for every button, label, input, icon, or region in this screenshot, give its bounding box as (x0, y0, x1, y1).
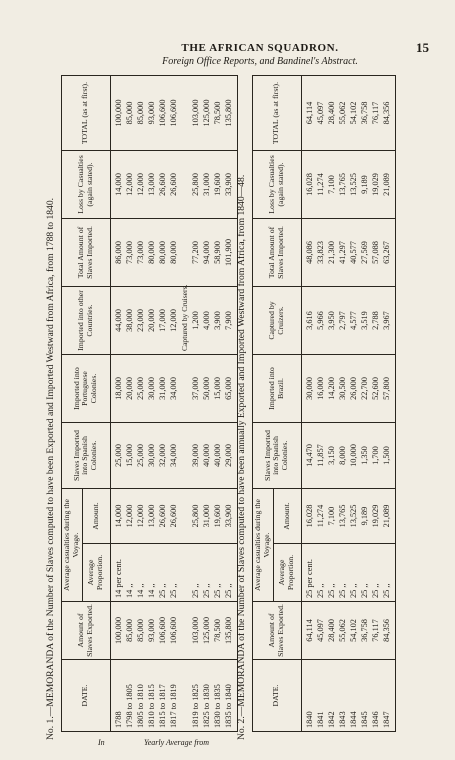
cell: 40,000 (213, 423, 224, 489)
table-row (213, 76, 224, 732)
cell: 25 per cent. (301, 544, 316, 602)
table-row (147, 76, 158, 732)
cell: 25 ,, (224, 544, 238, 602)
cell: 25,800 (191, 151, 202, 219)
cell: 135,800 (224, 602, 238, 660)
cell: 3,616 (301, 287, 316, 355)
col-header-date: DATE. (62, 660, 111, 732)
cell: 1841 (316, 660, 327, 732)
table-row (110, 76, 125, 732)
cell: 73,000 (125, 219, 136, 287)
cell: 33,900 (224, 151, 238, 219)
rotated-table-sheet (45, 72, 416, 747)
col-header-proportion: Average Proportion. (273, 544, 301, 602)
cell: 103,000 (191, 602, 202, 660)
cell: 25,000 (136, 423, 147, 489)
cell: 48,086 (301, 219, 316, 287)
cell: 25 ,, (349, 544, 360, 602)
table-2-title: No. 2.—MEMORANDA of the Number of Slaves computed to have been annually Exported and Imported Westward from Africa, from 1840—48. (236, 174, 247, 740)
cell: 21,089 (382, 489, 396, 544)
col-header-exported: Amount of Slaves Exported. (253, 602, 302, 660)
cell: 93,000 (147, 76, 158, 151)
cell: 1835 to 1840 (224, 660, 238, 732)
cell: 8,000 (338, 423, 349, 489)
cell: 1845 (360, 660, 371, 732)
cell: 1810 to 1815 (147, 660, 158, 732)
table-1-side-label: Yearly Average from (144, 738, 210, 747)
cell: 16,028 (301, 489, 316, 544)
table-row (327, 76, 338, 732)
cell: 57,088 (371, 219, 382, 287)
col-header-exported: Amount of Slaves Exported. (62, 602, 111, 660)
col-header-total-imported: Total Amount of Slaves Imported. (62, 219, 111, 287)
cell: 26,600 (169, 489, 180, 544)
table-row (202, 76, 213, 732)
cell: 32,000 (158, 423, 169, 489)
table-row (191, 76, 202, 732)
cell: 101,900 (224, 219, 238, 287)
cell: 12,000 (136, 151, 147, 219)
cell: 41,297 (338, 219, 349, 287)
table-1-side-label-in: In (98, 738, 105, 747)
cell: 15,000 (213, 355, 224, 423)
cell: 100,000 (110, 602, 125, 660)
cell: 54,102 (349, 602, 360, 660)
cell: 1788 (110, 660, 125, 732)
cell: 29,000 (224, 423, 238, 489)
cell: 14 ,, (136, 544, 147, 602)
table-row (360, 76, 371, 732)
cell: 25 ,, (316, 544, 327, 602)
cell: 55,062 (338, 602, 349, 660)
cell: 85,000 (136, 602, 147, 660)
cell: 106,600 (169, 602, 180, 660)
cell: 7,100 (327, 489, 338, 544)
cell: 14 ,, (125, 544, 136, 602)
cell: 34,000 (169, 423, 180, 489)
cell: 1805 to 1810 (136, 660, 147, 732)
cell: 36,758 (360, 602, 371, 660)
cell: 80,000 (158, 219, 169, 287)
cell: 3,967 (382, 287, 396, 355)
cell: 10,000 (349, 423, 360, 489)
cell: 13,525 (349, 489, 360, 544)
cell: 14,000 (110, 151, 125, 219)
table-row (158, 76, 169, 732)
cell: 17,000 (158, 287, 169, 355)
cell: 65,000 (224, 355, 238, 423)
cell: 1,200 (191, 287, 202, 355)
cell: 25 ,, (382, 544, 396, 602)
cell: 106,600 (169, 76, 180, 151)
cell: 4,000 (202, 287, 213, 355)
cell: 12,000 (125, 151, 136, 219)
cell: 13,765 (338, 489, 349, 544)
col-header-amount: Amount. (273, 489, 301, 544)
cell: 25 ,, (202, 544, 213, 602)
cell: 28,400 (327, 76, 338, 151)
col-header-captured: Captured by Cruizers. (253, 287, 302, 355)
page-number: 15 (416, 40, 429, 55)
cell: 1,350 (360, 423, 371, 489)
cell: 21,300 (327, 219, 338, 287)
cell: 85,000 (125, 602, 136, 660)
cell: 12,000 (125, 489, 136, 544)
table-row (316, 76, 327, 732)
cell: 85,000 (136, 76, 147, 151)
cell: 76,117 (371, 602, 382, 660)
cell: 20,000 (125, 355, 136, 423)
cell: 85,000 (125, 76, 136, 151)
cell: 14,000 (110, 489, 125, 544)
cell: 25 ,, (360, 544, 371, 602)
table-1-title: No. 1.—MEMORANDA of the Number of Slaves computed to have been Exported and Imported Westward from Africa, from 1788 to 1840. (45, 197, 56, 740)
memoranda-table-2 (252, 75, 396, 732)
cell: 58,900 (213, 219, 224, 287)
cell: 26,000 (349, 355, 360, 423)
memoranda-table-1 (61, 75, 238, 732)
cell: 16,028 (301, 151, 316, 219)
cell: 64,114 (301, 602, 316, 660)
cell: 1798 to 1805 (125, 660, 136, 732)
col-header-loss: Loss by Casualties (again stated). (62, 151, 111, 219)
table-row (136, 76, 147, 732)
cell: 14,470 (301, 423, 316, 489)
cell: 25 ,, (327, 544, 338, 602)
cell: 63,267 (382, 219, 396, 287)
cell: 25 ,, (158, 544, 169, 602)
running-title: THE AFRICAN SQUADRON. (181, 42, 339, 54)
cell: 28,400 (327, 602, 338, 660)
col-header-amount: Amount. (82, 489, 110, 544)
cell: 86,000 (110, 219, 125, 287)
cell: 135,800 (224, 76, 238, 151)
col-header-total-imported: Total Amount of Slaves Imported. (253, 219, 302, 287)
cell: 25 ,, (191, 544, 202, 602)
cell: 125,000 (202, 602, 213, 660)
cell: 30,000 (147, 355, 158, 423)
cell: 12,000 (169, 287, 180, 355)
cell: 19,029 (371, 489, 382, 544)
cell: 22,700 (360, 355, 371, 423)
cell: 1830 to 1835 (213, 660, 224, 732)
cell: 13,000 (147, 489, 158, 544)
cell: 106,600 (158, 602, 169, 660)
col-header-casualties: Average casualties during the Voyage. (62, 489, 83, 602)
cell: 1842 (327, 660, 338, 732)
cell: 52,600 (371, 355, 382, 423)
cell: 25 ,, (169, 544, 180, 602)
col-header-total: TOTAL (as at first). (253, 76, 302, 151)
table-row (338, 76, 349, 732)
cell: 1846 (371, 660, 382, 732)
cell: 57,800 (382, 355, 396, 423)
cell: 12,000 (136, 489, 147, 544)
cell: 21,089 (382, 151, 396, 219)
cell: 7,900 (224, 287, 238, 355)
cell: 19,029 (371, 151, 382, 219)
cell: 54,102 (349, 76, 360, 151)
captured-by-cruisers-note: Captured by Cruisers. (180, 287, 191, 355)
cell: 80,000 (147, 219, 158, 287)
cell: 34,000 (169, 355, 180, 423)
cell: 25,000 (136, 355, 147, 423)
cell: 3,950 (327, 287, 338, 355)
cell: 7,100 (327, 151, 338, 219)
cell: 33,900 (224, 489, 238, 544)
col-header-spanish: Slaves Imported into Spanish Colonies. (62, 423, 111, 489)
cell: 100,000 (110, 76, 125, 151)
cell: 44,000 (110, 287, 125, 355)
cell: 9,189 (360, 151, 371, 219)
table-row (169, 76, 180, 732)
table-row (349, 76, 360, 732)
cell: 64,114 (301, 76, 316, 151)
cell: 11,274 (316, 489, 327, 544)
cell: 39,000 (191, 423, 202, 489)
cell: 9,189 (360, 489, 371, 544)
cell: 3,900 (213, 287, 224, 355)
cell: 3,150 (327, 423, 338, 489)
cell: 11,857 (316, 423, 327, 489)
cell: 1847 (382, 660, 396, 732)
cell: 1,700 (371, 423, 382, 489)
cell: 30,500 (338, 355, 349, 423)
cell: 125,000 (202, 76, 213, 151)
table-row (382, 76, 396, 732)
cell: 31,000 (202, 489, 213, 544)
cell: 1840 (301, 660, 316, 732)
cell: 78,500 (213, 602, 224, 660)
col-header-date: DATE. (253, 660, 302, 732)
table-row (125, 76, 136, 732)
cell: 40,000 (202, 423, 213, 489)
cell: 94,000 (202, 219, 213, 287)
cell: 78,500 (213, 76, 224, 151)
cell: 1815 to 1817 (158, 660, 169, 732)
page-header (0, 42, 455, 76)
cell: 1825 to 1830 (202, 660, 213, 732)
captured-note-row (180, 76, 191, 732)
cell: 33,823 (316, 219, 327, 287)
cell: 13,525 (349, 151, 360, 219)
cell: 13,000 (147, 151, 158, 219)
cell: 73,000 (136, 219, 147, 287)
cell: 3,519 (360, 287, 371, 355)
cell: 55,062 (338, 76, 349, 151)
cell: 16,000 (316, 355, 327, 423)
cell: 19,600 (213, 489, 224, 544)
cell: 1819 to 1825 (191, 660, 202, 732)
cell: 84,356 (382, 602, 396, 660)
cell: 45,097 (316, 76, 327, 151)
cell: 1844 (349, 660, 360, 732)
cell: 14 ,, (147, 544, 158, 602)
cell: 76,117 (371, 76, 382, 151)
cell: 11,274 (316, 151, 327, 219)
cell: 31,000 (202, 151, 213, 219)
cell: 1,500 (382, 423, 396, 489)
cell: 15,000 (125, 423, 136, 489)
cell: 1843 (338, 660, 349, 732)
cell: 106,600 (158, 76, 169, 151)
cell: 38,000 (125, 287, 136, 355)
cell: 37,000 (191, 355, 202, 423)
page-subtitle: Foreign Office Reports, and Bandinel's Abstract. (162, 56, 358, 67)
cell: 2,797 (338, 287, 349, 355)
cell: 18,000 (110, 355, 125, 423)
cell: 25 ,, (371, 544, 382, 602)
cell: 25,800 (191, 489, 202, 544)
cell: 25,000 (110, 423, 125, 489)
cell: 84,356 (382, 76, 396, 151)
cell: 30,000 (301, 355, 316, 423)
cell: 31,000 (158, 355, 169, 423)
cell: 50,000 (202, 355, 213, 423)
cell: 26,600 (158, 151, 169, 219)
col-header-brazil: Imported into Brazil. (253, 355, 302, 423)
cell: 36,758 (360, 76, 371, 151)
cell: 30,000 (147, 423, 158, 489)
cell: 77,200 (191, 219, 202, 287)
cell: 26,600 (158, 489, 169, 544)
cell: 2,788 (371, 287, 382, 355)
cell: 45,097 (316, 602, 327, 660)
col-header-portuguese: Imported into Portuguese Colonies. (62, 355, 111, 423)
col-header-spanish: Slaves Imported into Spanish Colonies. (253, 423, 302, 489)
cell: 20,000 (147, 287, 158, 355)
cell: 5,966 (316, 287, 327, 355)
cell: 13,765 (338, 151, 349, 219)
cell: 103,000 (191, 76, 202, 151)
cell: 93,000 (147, 602, 158, 660)
col-header-other: Imported into other Countries. (62, 287, 111, 355)
cell: 25 ,, (338, 544, 349, 602)
cell: 23,000 (136, 287, 147, 355)
cell: 27,569 (360, 219, 371, 287)
cell: 14 per cent. (110, 544, 125, 602)
table-row (301, 76, 316, 732)
cell: 4,577 (349, 287, 360, 355)
col-header-proportion: Average Proportion. (82, 544, 110, 602)
cell: 26,600 (169, 151, 180, 219)
cell: 40,577 (349, 219, 360, 287)
cell: 25 ,, (213, 544, 224, 602)
col-header-casualties: Average casualties during the Voyage. (253, 489, 274, 602)
table-row (371, 76, 382, 732)
cell: 19,600 (213, 151, 224, 219)
cell: 80,000 (169, 219, 180, 287)
col-header-total: TOTAL (as at first). (62, 76, 111, 151)
col-header-loss: Loss by Casualties (again stated). (253, 151, 302, 219)
cell: 1817 to 1819 (169, 660, 180, 732)
cell: 14,200 (327, 355, 338, 423)
